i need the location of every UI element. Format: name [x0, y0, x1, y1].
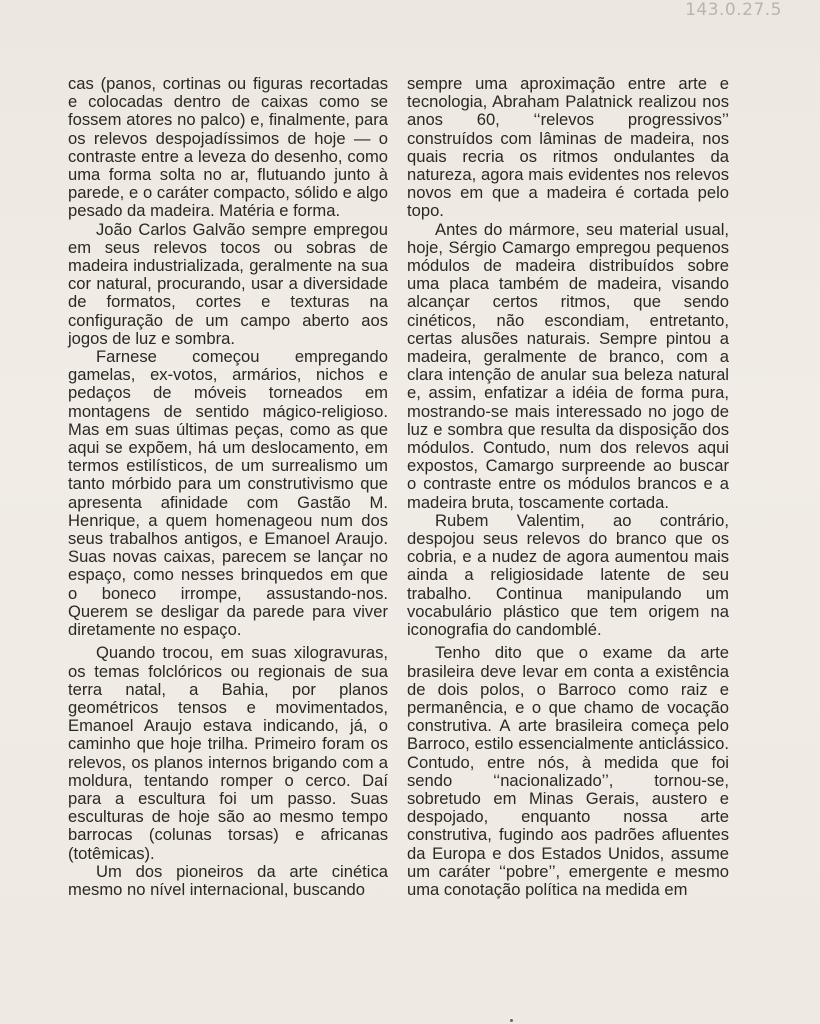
paragraph: Rubem Valentim, ao contrário, despojou seus relevos do branco que os cobria, e a nudez de agora aumentou mais ainda a religiosidade latente de seu trabalho. Continua manipulando um vocabulário plástico que tem origem na iconografia do candomblé.: [407, 510, 729, 640]
paragraph: Quando trocou, em suas xilogravuras, os temas folclóricos ou regionais de sua terra natal, a Bahia, por planos geométricos tensos e movimentados, Emanoel Araujo estava indicando, já, o caminho que hoje trilha. Primeiro foram os relevos, os planos internos brigando com a moldura, tentando romper o cerco. Daí para a escultura foi um passo. Suas esculturas de hoje são ao mesmo tempo barrocas (colunas torsas) e africanas (totêmicas).: [68, 643, 388, 863]
right-column: [407, 75, 729, 899]
reference-number: 143.0.27.5: [685, 0, 782, 20]
paragraph: cas (panos, cortinas ou figuras recortadas e colocadas dentro de caixas como se fossem atores no palco) e, finalmente, para os relevos despojadíssimos de hoje — o contraste entre a leveza do desenho, como uma forma solta no ar, flutuando junto à parede, e o caráter compacto, sólido e algo pesado da madeira. Matéria e forma.: [68, 74, 388, 221]
paragraph: Farnese começou empregando gamelas, ex-votos, armários, nichos e pedaços de móveis torneados em montagens de sentido mágico-religioso. Mas em suas últimas peças, como as que aqui se expõem, há um deslocamento, em termos estilísticos, de um surrealismo um tanto mórbido para um construtivismo que apresenta afinidade com Gastão M. Henrique, a quem homenageou num dos seus trabalhos antigos, e Emanoel Araujo. Suas novas caixas, parecem se lançar no espaço, como nesses brinquedos em que o boneco irrompe, assustando-nos. Querem se desligar da parede para viver diretamente no espaço.: [68, 347, 388, 640]
paragraph: Um dos pioneiros da arte cinética mesmo no nível internacional, buscando: [68, 861, 388, 899]
paragraph: João Carlos Galvão sempre empregou em seus relevos tocos ou sobras de madeira industrializada, geralmente na sua cor natural, procurando, usar a diversidade de formatos, cortes e texturas na configuração de um campo aberto aos jogos de luz e sombra.: [68, 219, 388, 348]
scan-speck: [510, 1019, 513, 1022]
paragraph: sempre uma aproximação entre arte e tecnologia, Abraham Palatnick realizou nos anos 60, ‘‘relevos progressivos’’ construídos com lâminas de madeira, nos quais recria os ritmos ondulantes da natureza, agora mais evidentes nos relevos novos em que a madeira é cortada pelo topo.: [407, 74, 729, 221]
paragraph: Tenho dito que o exame da arte brasileira deve levar em conta a existência de dois polos, o Barroco como raiz e permanência, e o que chamo de vocação construtiva. A arte brasileira começa pelo Barroco, estilo essencialmente anticlássico. Contudo, entre nós, à medida que foi sendo ‘‘nacionalizado’’, tornou-se, sobretudo em Minas Gerais, austero e despojado, enquanto nossa arte construtiva, fugindo aos padrões afluentes da Europa e dos Estados Unidos, assume um caráter ‘‘pobre’’, emergente e mesmo uma conotação política na medida em: [407, 643, 729, 899]
left-column: [68, 75, 388, 899]
paragraph: Antes do mármore, seu material usual, hoje, Sérgio Camargo empregou pequenos módulos de madeira distribuídos sobre uma placa também de madeira, visando alcançar certos ritmos, que sendo cinéticos, não escondiam, entretanto, certas alusões naturais. Sempre pintou a madeira, geralmente de branco, com a clara intenção de anular sua beleza natural e, assim, enfatizar a idéia de forma pura, mostrando-se mais interessado no jogo de luz e sombra que resulta da disposição dos módulos. Contudo, num dos relevos aqui expostos, Camargo surpreende ao buscar o contraste entre os módulos brancos e a madeira bruta, toscamente cortada.: [407, 219, 729, 512]
